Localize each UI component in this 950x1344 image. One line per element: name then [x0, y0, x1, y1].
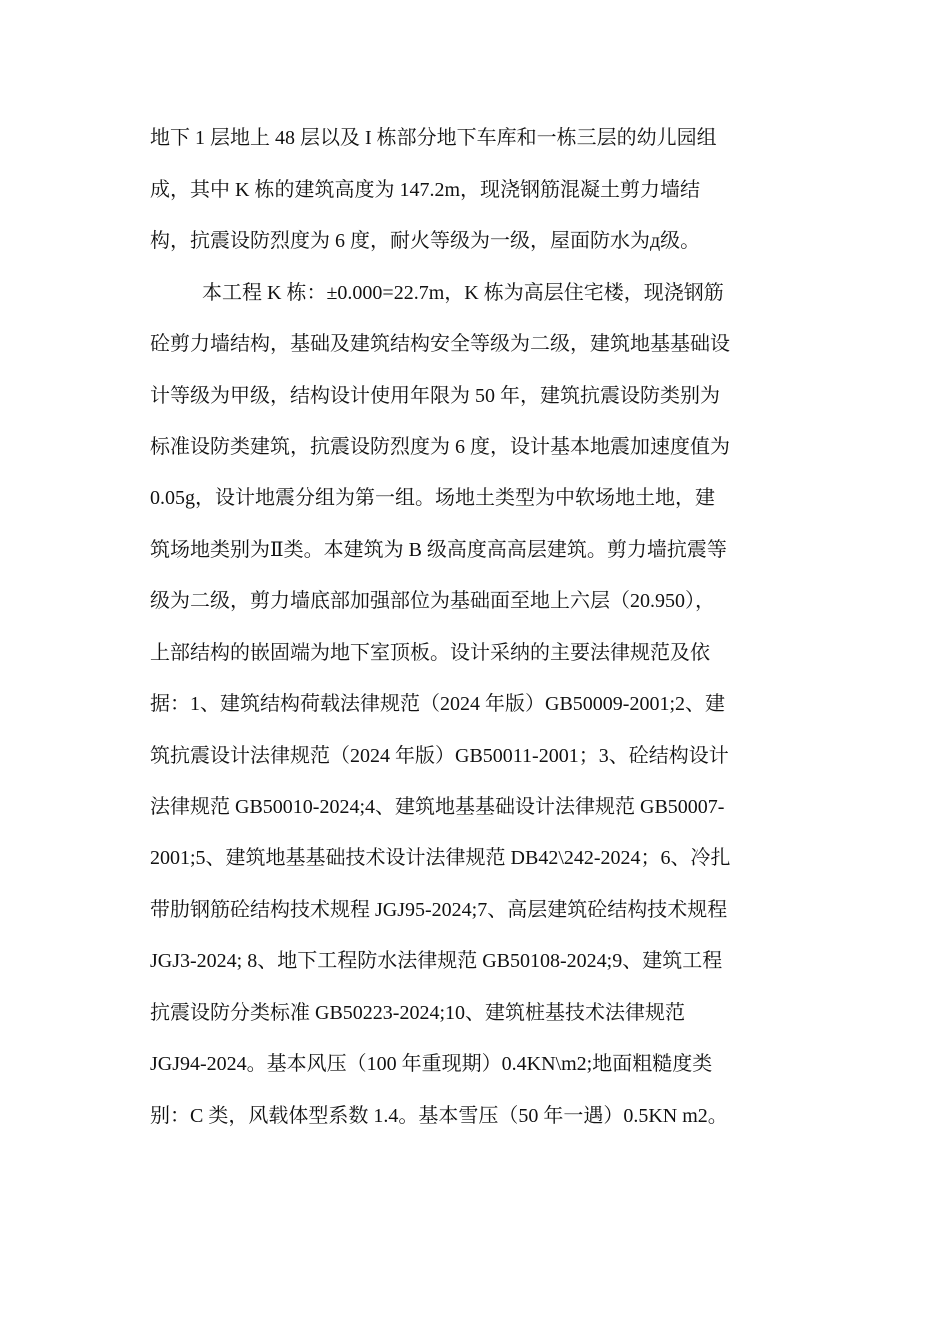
text-line: 计等级为甲级，结构设计使用年限为 50 年，建筑抗震设防类别为 [150, 385, 720, 407]
text-line: 筑抗震设计法律规范（2024 年版）GB50011-2001；3、砼结构设计 [150, 745, 729, 767]
text-line: 带肋钢筋砼结构技术规程 JGJ95-2024;7、高层建筑砼结构技术规程 [150, 899, 728, 921]
text-line: 地下 1 层地上 48 层以及 I 栋部分地下车库和一栋三层的幼儿园组 [150, 127, 717, 149]
text-line: 别：C 类，风载体型系数 1.4。基本雪压（50 年一遇）0.5KN m2。 [150, 1105, 728, 1127]
text-line: 砼剪力墙结构，基础及建筑结构安全等级为二级，建筑地基基础设 [150, 333, 730, 355]
text-line: 法律规范 GB50010-2024;4、建筑地基基础设计法律规范 GB50007- [150, 796, 725, 818]
text-line: 上部结构的嵌固端为地下室顶板。设计采纳的主要法律规范及依 [150, 642, 710, 664]
text-line: 构，抗震设防烈度为 6 度，耐火等级为一级，屋面防水为д级。 [150, 230, 701, 252]
text-line: JGJ3-2024; 8、地下工程防水法律规范 GB50108-2024;9、建筑工程 [150, 950, 723, 972]
text-line: JGJ94-2024。基本风压（100 年重现期）0.4KN\m2;地面粗糙度类 [150, 1053, 713, 1075]
text-line: 成，其中 K 栋的建筑高度为 147.2m，现浇钢筋混凝土剪力墙结 [150, 179, 700, 201]
text-line: 0.05g，设计地震分组为第一组。场地土类型为中软场地土地，建 [150, 487, 715, 509]
paragraph-first-line: 本工程 K 栋：±0.000=22.7m，K 栋为高层住宅楼，现浇钢筋 [202, 282, 724, 304]
text-line: 抗震设防分类标准 GB50223-2024;10、建筑桩基技术法律规范 [150, 1002, 685, 1024]
text-line: 据：1、建筑结构荷载法律规范（2024 年版）GB50009-2001;2、建 [150, 693, 725, 715]
text-line: 级为二级，剪力墙底部加强部位为基础面至地上六层（20.950）， [150, 590, 715, 612]
text-line: 标准设防类建筑，抗震设防烈度为 6 度，设计基本地震加速度值为 [150, 436, 730, 458]
text-line: 筑场地类别为Ⅱ类。本建筑为 B 级高度高高层建筑。剪力墙抗震等 [150, 539, 727, 561]
text-line: 2001;5、建筑地基基础技术设计法律规范 DB42\242-2024；6、冷扎 [150, 847, 731, 869]
